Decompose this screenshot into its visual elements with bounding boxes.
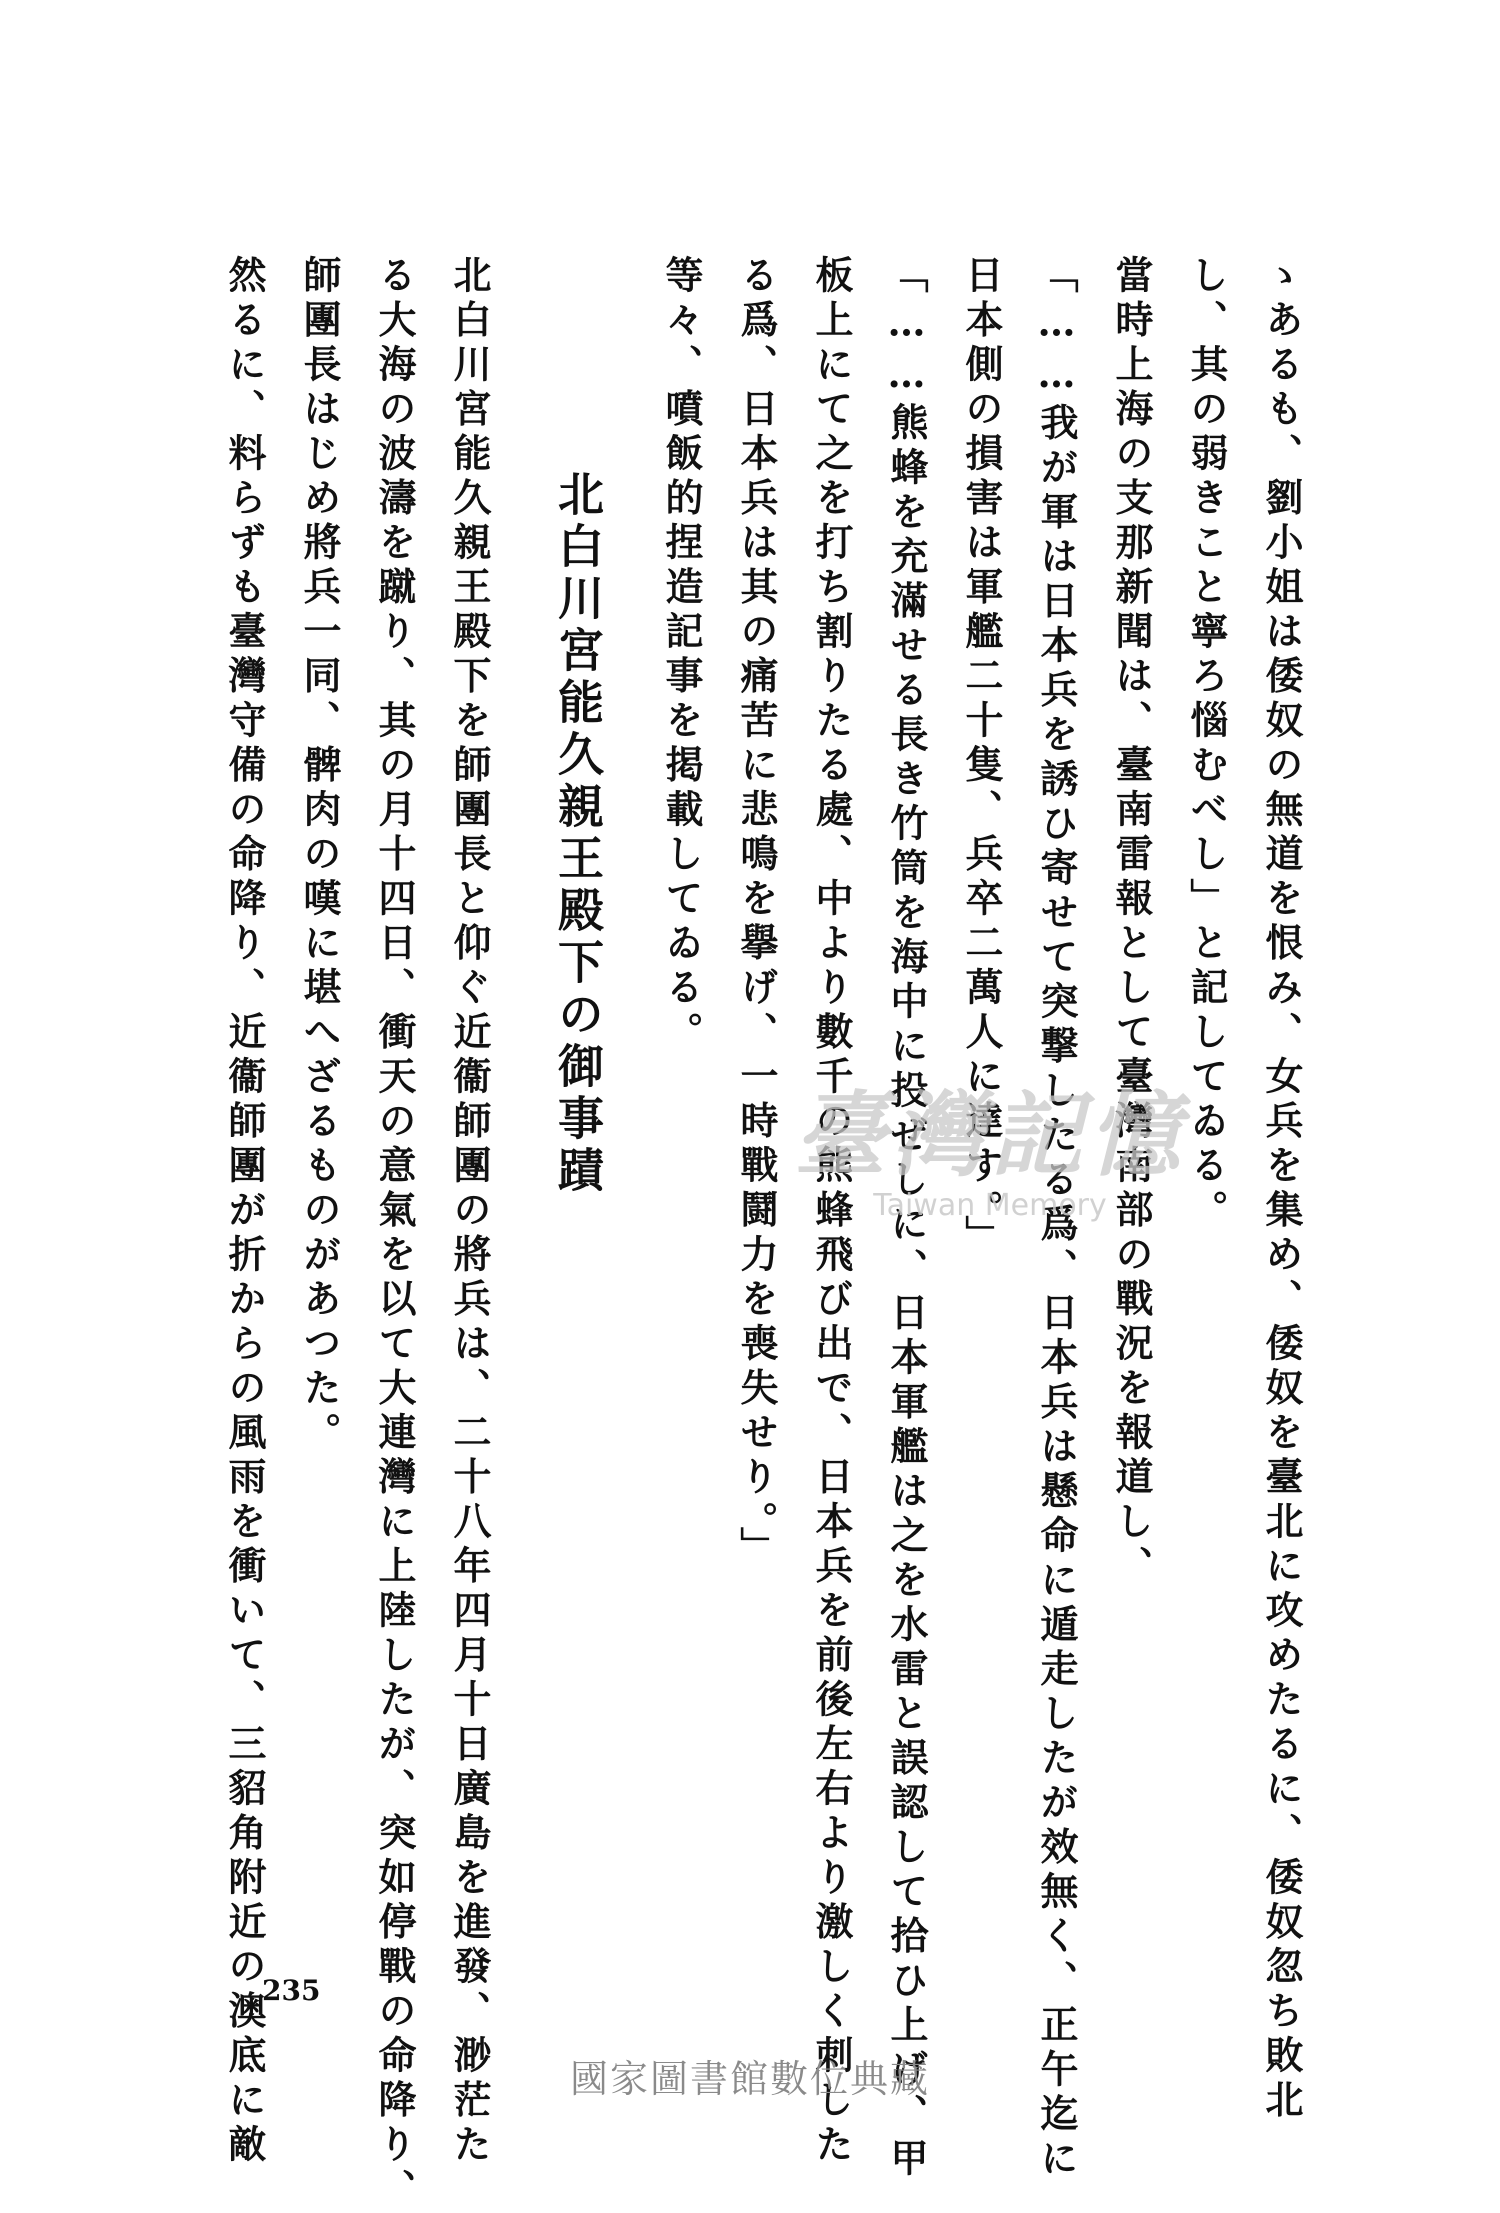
text-column-3: 當時上海の支那新聞は、臺南雷報として臺灣南部の戰況を報道し、 <box>1109 255 1154 1590</box>
text-column-5: 日本側の損害は軍艦二十隻、兵卒二萬人に達す。」 <box>959 255 1004 1260</box>
text-column-12: 師團長はじめ將兵一同、髀肉の嘆に堪へざるものがあつた。 <box>297 255 342 1457</box>
text-column-13: 然るに、料らずも臺灣守備の命降り、近衞師團が折からの風雨を衝いて、三貂角附近の澳底に敵 <box>222 255 267 2169</box>
text-column-11: る大海の波濤を蹴り、其の月十四日、衝天の意氣を以て大連灣に上陸したが、突如停戰の命降り、 <box>372 255 417 2213</box>
text-column-4: 「……我が軍は日本兵を誘ひ寄せて突撃したる爲、日本兵は懸命に遁走したが效無く、正午迄に <box>1034 255 1079 2183</box>
watermark-main-text: 臺灣記憶 <box>793 1081 1186 1189</box>
text-column-7: 板上にて之を打ち割りたる處、中より數千の熊蜂飛び出で、日本兵を前後左右より激しく刺した <box>809 255 854 2169</box>
text-column-8: る爲、日本兵は其の痛苦に悲鳴を擧げ、一時戰鬪力を喪失せり。」 <box>734 255 779 1571</box>
library-footer: 國家圖書館數位典藏 <box>569 2057 930 2101</box>
page-number: 235 <box>262 1974 321 2007</box>
text-column-6: 「……熊蜂を充滿せる長き竹筒を海中に投ぜしに、日本軍艦は之を水雷と誤認して拾ひ上げ、甲 <box>884 255 929 2183</box>
section-heading: 北白川宮能久親王殿下の御事蹟 <box>551 470 605 1198</box>
text-column-2: し、其の弱きこと寧ろ惱むべし」と記してゐる。 <box>1184 255 1229 1234</box>
text-column-9: 等々、噴飯的捏造記事を掲載してゐる。 <box>659 255 704 1056</box>
text-column-1: ゝあるも、劉小姐は倭奴の無道を恨み、女兵を集め、倭奴を臺北に攻めたるに、倭奴忽ち敗北 <box>1259 255 1304 2124</box>
watermark-sub-text: Taiwan Memory <box>873 1188 1107 1223</box>
text-column-10: 北白川宮能久親王殿下を師團長と仰ぐ近衞師團の將兵は、二十八年四月十日廣島を進發、渺茫た <box>447 255 492 2169</box>
